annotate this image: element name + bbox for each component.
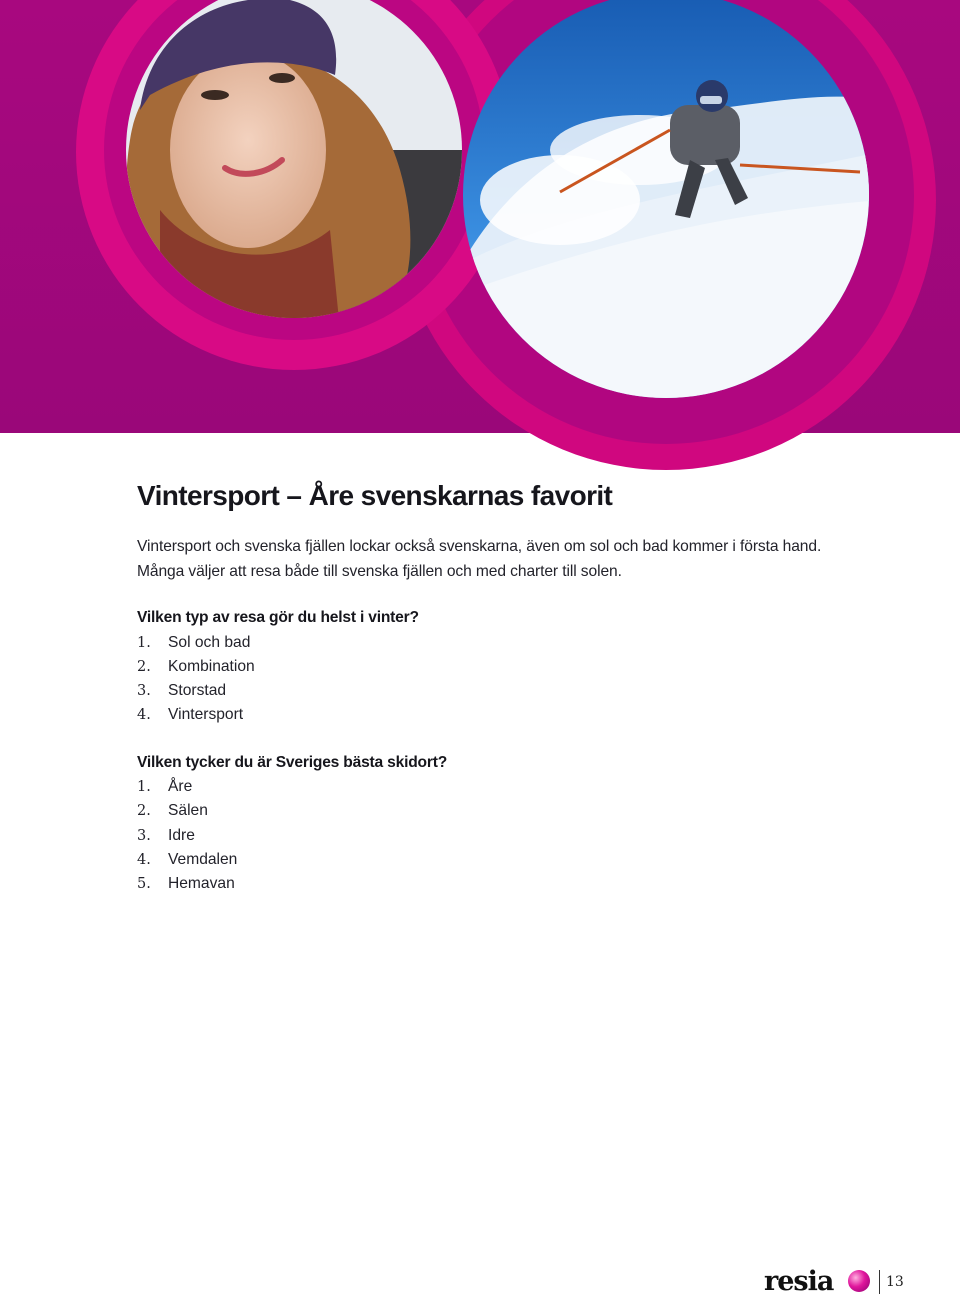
- list-item: 4. Vemdalen: [137, 851, 238, 869]
- list-item: 3. Storstad: [137, 682, 227, 700]
- article-title: Vintersport – Åre svenskarnas favorit: [137, 480, 613, 511]
- resia-logo: resia: [764, 1266, 834, 1297]
- list-item: 1. Åre: [137, 778, 193, 796]
- list-item: 1. Sol och bad: [137, 633, 251, 651]
- page-number: 13: [886, 1274, 904, 1290]
- list-item: 5. Hemavan: [137, 875, 235, 893]
- footer-divider: [879, 1270, 880, 1294]
- list-item: 4. Vintersport: [137, 706, 244, 724]
- answer-list-2: [137, 775, 837, 896]
- question-2: Vilken tycker du är Sveriges bästa skidort?: [137, 753, 448, 771]
- list-item: 2. Kombination: [137, 657, 255, 675]
- list-item: 3. Idre: [137, 826, 195, 844]
- question-1: Vilken typ av resa gör du helst i vinter?: [137, 609, 419, 626]
- hero-graphic: [0, 0, 960, 480]
- list-item: 2. Sälen: [137, 802, 208, 820]
- page-footer: [764, 1264, 954, 1300]
- article: [137, 478, 837, 897]
- logo-ball-icon: [848, 1270, 870, 1292]
- hero-banner: [0, 0, 960, 480]
- answer-list-1: [137, 631, 837, 728]
- intro-paragraph: Vintersport och svenska fjällen lockar också svenskarna, även om sol och bad kommer i första hand. Många väljer att resa både till svenska fjällen och med charter till solen.: [137, 538, 822, 580]
